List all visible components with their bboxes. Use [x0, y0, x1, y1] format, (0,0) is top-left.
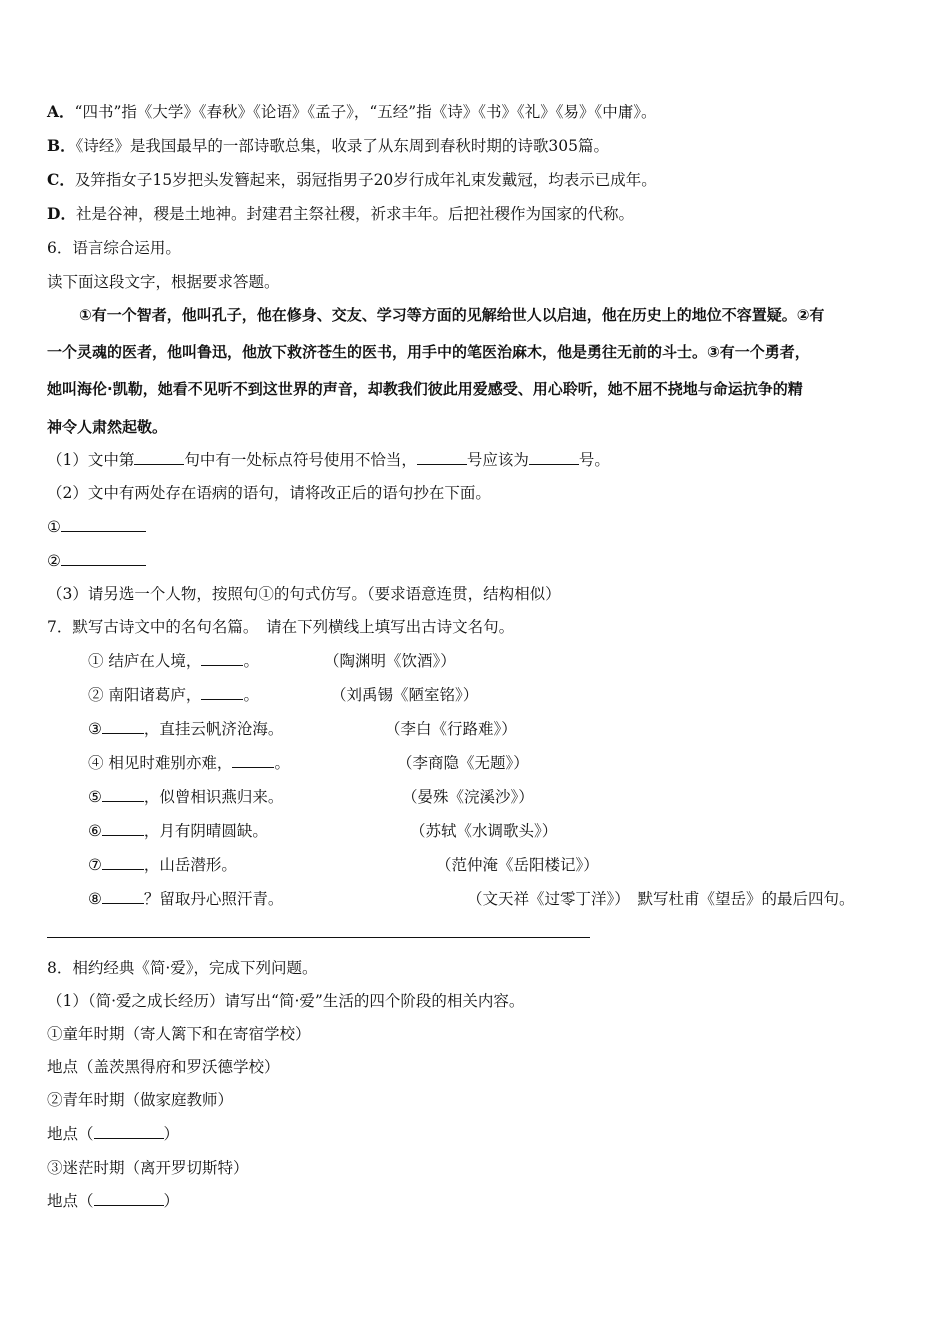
q6-passage-line-3: 她叫海伦·凯勒，她看不见听不到这世界的声音，却教我们彼此用爱感受、用心聆听，她不屈不挠地与命运抗争的精 [47, 380, 803, 398]
q6-passage-line-1: ①有一个智者，他叫孔子，他在修身、交友、学习等方面的见解给世人以启迪，他在历史上的地位不容置疑。②有 [79, 306, 825, 324]
q6-answer-2: ② [47, 551, 146, 571]
q6-answer-1-blank[interactable] [61, 517, 146, 532]
q7-item-1: ① 结庐在人境， 。 [88, 652, 259, 670]
option-c-text: 及笄指女子15岁把头发簪起来，弱冠指男子20岁行成年礼束发戴冠，均表示已成年。 [74, 171, 657, 189]
option-b-text: 《诗经》是我国最早的一部诗歌总集，收录了从东周到春秋时期的诗歌305篇。 [75, 137, 609, 155]
q7-item-4: ④ 相见时难别亦难， 。 [88, 754, 290, 772]
q6-sub1-blank-correct-mark[interactable] [529, 450, 579, 465]
q8-place-2: 地点（ ） [47, 1125, 180, 1143]
q8-stage-2: ②青年时期（做家庭教师） [47, 1091, 234, 1109]
q6-sub3: （3）请另选一个人物，按照句①的句式仿写。（要求语意连贯，结构相似） [47, 585, 561, 603]
q7-heading: 7．默写古诗文中的名句名篇。 请在下列横线上填写出古诗文名句。 [47, 618, 515, 636]
q7-item-2-blank[interactable] [201, 685, 243, 700]
q7-item-2-source: （刘禹锡《陋室铭》） [331, 686, 479, 704]
q8-place-3: 地点（ ） [47, 1192, 180, 1210]
q8-stage-1: ①童年时期（寄人篱下和在寄宿学校） [47, 1025, 311, 1043]
option-c: C．及笄指女子15岁把头发簪起来，弱冠指男子20岁行成年礼束发戴冠，均表示已成年。 [47, 170, 657, 189]
q7-item-3-blank[interactable] [102, 719, 144, 734]
q6-answer-1: ① [47, 517, 146, 537]
q8-sub1: （1）（简·爱之成长经历）请写出“简·爱”生活的四个阶段的相关内容。 [47, 992, 525, 1010]
q6-sub1-blank-sentence[interactable] [134, 450, 184, 465]
answer-line-divider [47, 937, 590, 938]
q7-item-6-source: （苏轼《水调歌头》） [410, 822, 558, 840]
q7-item-4-blank[interactable] [232, 753, 274, 768]
q6-sub2: （2）文中有两处存在语病的语句，请将改正后的语句抄在下面。 [47, 484, 491, 502]
q7-item-8-blank[interactable] [102, 889, 144, 904]
q6-sub1: （1）文中第 句中有一处标点符号使用不恰当， 号应该为 号。 [47, 451, 610, 469]
q6-instruction: 读下面这段文字，根据要求答题。 [47, 273, 280, 291]
q7-item-1-source: （陶渊明《饮酒》） [324, 652, 456, 670]
q7-item-2: ② 南阳诸葛庐， 。 [88, 686, 259, 704]
q7-item-3-source: （李白《行路难》） [385, 720, 517, 738]
q8-stage-3: ③迷茫时期（离开罗切斯特） [47, 1159, 249, 1177]
q7-item-6-blank[interactable] [102, 821, 144, 836]
q6-passage-line-2: 一个灵魂的医者，他叫鲁迅，他放下救济苍生的医书，用手中的笔医治麻木，他是勇往无前的斗士。③有一个勇者， [47, 343, 810, 361]
q7-item-7-blank[interactable] [102, 855, 144, 870]
q7-item-6: ⑥ ，月有阴晴圆缺。 [88, 822, 268, 840]
q8-place-2-blank[interactable] [94, 1124, 164, 1139]
q7-item-8-source: （文天祥《过零丁洋》） 默写杜甫《望岳》的最后四句。 [467, 890, 855, 908]
q6-heading: 6．语言综合运用。 [47, 239, 181, 257]
q7-item-5-blank[interactable] [102, 787, 144, 802]
q8-place-3-blank[interactable] [94, 1191, 164, 1206]
q7-item-5: ⑤ ，似曾相识燕归来。 [88, 788, 284, 806]
q8-place-1: 地点（盖茨黑得府和罗沃德学校） [47, 1058, 280, 1076]
q7-item-7: ⑦ ，山岳潜形。 [88, 856, 237, 874]
option-a-text: “四书”指《大学》《春秋》《论语》《孟子》，“五经”指《诗》《书》《礼》《易》《中庸》。 [74, 103, 657, 121]
option-d-text: 社是谷神，稷是土地神。封建君主祭社稷，祈求丰年。后把社稷作为国家的代称。 [75, 205, 634, 223]
q6-sub1-blank-wrong-mark[interactable] [417, 450, 467, 465]
q7-item-3: ③ ，直挂云帆济沧海。 [88, 720, 284, 738]
option-b: B．《诗经》是我国最早的一部诗歌总集，收录了从东周到春秋时期的诗歌305篇。 [47, 136, 609, 155]
q7-item-8: ⑧ ？留取丹心照汗青。 [88, 890, 284, 908]
q7-item-1-blank[interactable] [201, 651, 243, 666]
q6-passage-line-4: 神令人肃然起敬。 [47, 418, 168, 436]
q7-item-7-source: （范仲淹《岳阳楼记》） [436, 856, 599, 874]
q7-item-5-source: （晏殊《浣溪沙》） [402, 788, 534, 806]
option-d: D．社是谷神，稷是土地神。封建君主祭社稷，祈求丰年。后把社稷作为国家的代称。 [47, 204, 634, 223]
q7-item-4-source: （李商隐《无题》） [397, 754, 529, 772]
option-a: A．“四书”指《大学》《春秋》《论语》《孟子》，“五经”指《诗》《书》《礼》《易》《中庸》。 [47, 102, 657, 121]
q6-answer-2-blank[interactable] [61, 551, 146, 566]
q8-heading: 8．相约经典《简·爱》，完成下列问题。 [47, 959, 318, 977]
